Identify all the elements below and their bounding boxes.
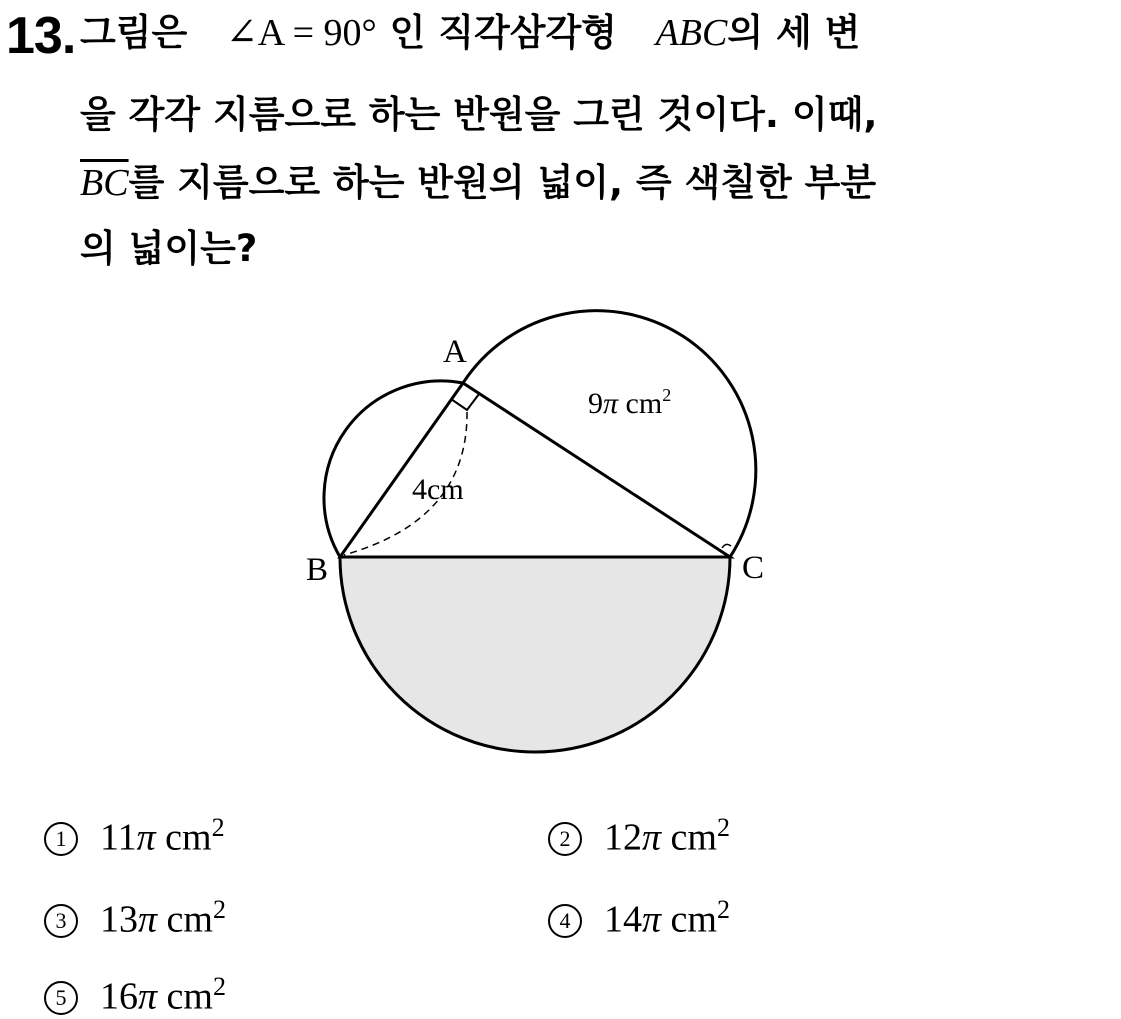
choice-exponent: 2 [212, 972, 226, 1001]
area-label-pi: π [603, 387, 619, 420]
choice-marker: 1 [44, 822, 78, 856]
choice-unit: cm [661, 898, 717, 941]
choice-value: 11 [100, 816, 137, 859]
question-number: 13. [6, 7, 76, 65]
choice-unit: cm [661, 816, 717, 859]
choice-exponent: 2 [211, 813, 225, 842]
question-text-line-2: 을 각각 지름으로 하는 반원을 그린 것이다. 이때, [80, 93, 878, 136]
question-text-part: 를 지름으로 하는 반원의 넓이, 즉 색칠한 부분 [128, 161, 877, 204]
answer-choice-4[interactable] [548, 888, 730, 942]
choice-marker: 4 [548, 904, 582, 938]
choice-marker: 3 [44, 904, 78, 938]
question-text-part: 그림은 [80, 11, 188, 54]
choice-marker: 5 [44, 981, 78, 1015]
question-text-line-4: 의 넓이는? [80, 227, 258, 270]
question-text-part: 의 세 변 [727, 11, 861, 54]
choice-value: 14 [604, 898, 642, 941]
right-angle-condition: ∠A = 90° [225, 12, 377, 54]
area-label-value: 9 [588, 387, 603, 420]
triangle-abc [340, 383, 730, 557]
choice-pi: π [642, 816, 662, 859]
semicircle-ab [324, 381, 463, 557]
shaded-semicircle-bc [340, 557, 730, 752]
vertex-c-mark [722, 544, 731, 548]
point-label-c: C [742, 550, 765, 586]
semicircle-ac [463, 311, 756, 557]
answer-choice-2[interactable] [548, 806, 730, 860]
choice-exponent: 2 [716, 895, 730, 924]
choice-unit: cm [155, 816, 212, 859]
area-label-ac [588, 385, 671, 420]
answer-choice-3[interactable] [44, 888, 226, 942]
choice-value: 16 [100, 975, 138, 1018]
choice-value: 12 [604, 816, 642, 859]
choice-pi: π [138, 898, 158, 941]
segment-bc: $\overline{BC}$ [80, 162, 129, 204]
length-label-ab: 4cm [412, 473, 464, 506]
choice-pi: π [642, 898, 662, 941]
choice-exponent: 2 [716, 813, 730, 842]
point-label-b: B [306, 552, 329, 588]
choice-pi: π [138, 975, 158, 1018]
choice-pi: π [136, 816, 156, 859]
answer-choice-1[interactable] [44, 806, 225, 860]
triangle-name: ABC [655, 12, 728, 54]
choice-marker: 2 [548, 822, 582, 856]
choice-unit: cm [157, 975, 213, 1018]
choice-exponent: 2 [212, 895, 226, 924]
answer-choice-5[interactable] [44, 965, 226, 1019]
question-text-part: 인 직각삼각형 [389, 11, 617, 54]
area-label-unit: cm [618, 387, 663, 420]
area-label-exponent: 2 [662, 385, 672, 405]
choice-unit: cm [157, 898, 213, 941]
point-label-a: A [443, 334, 467, 370]
choice-value: 13 [100, 898, 138, 941]
